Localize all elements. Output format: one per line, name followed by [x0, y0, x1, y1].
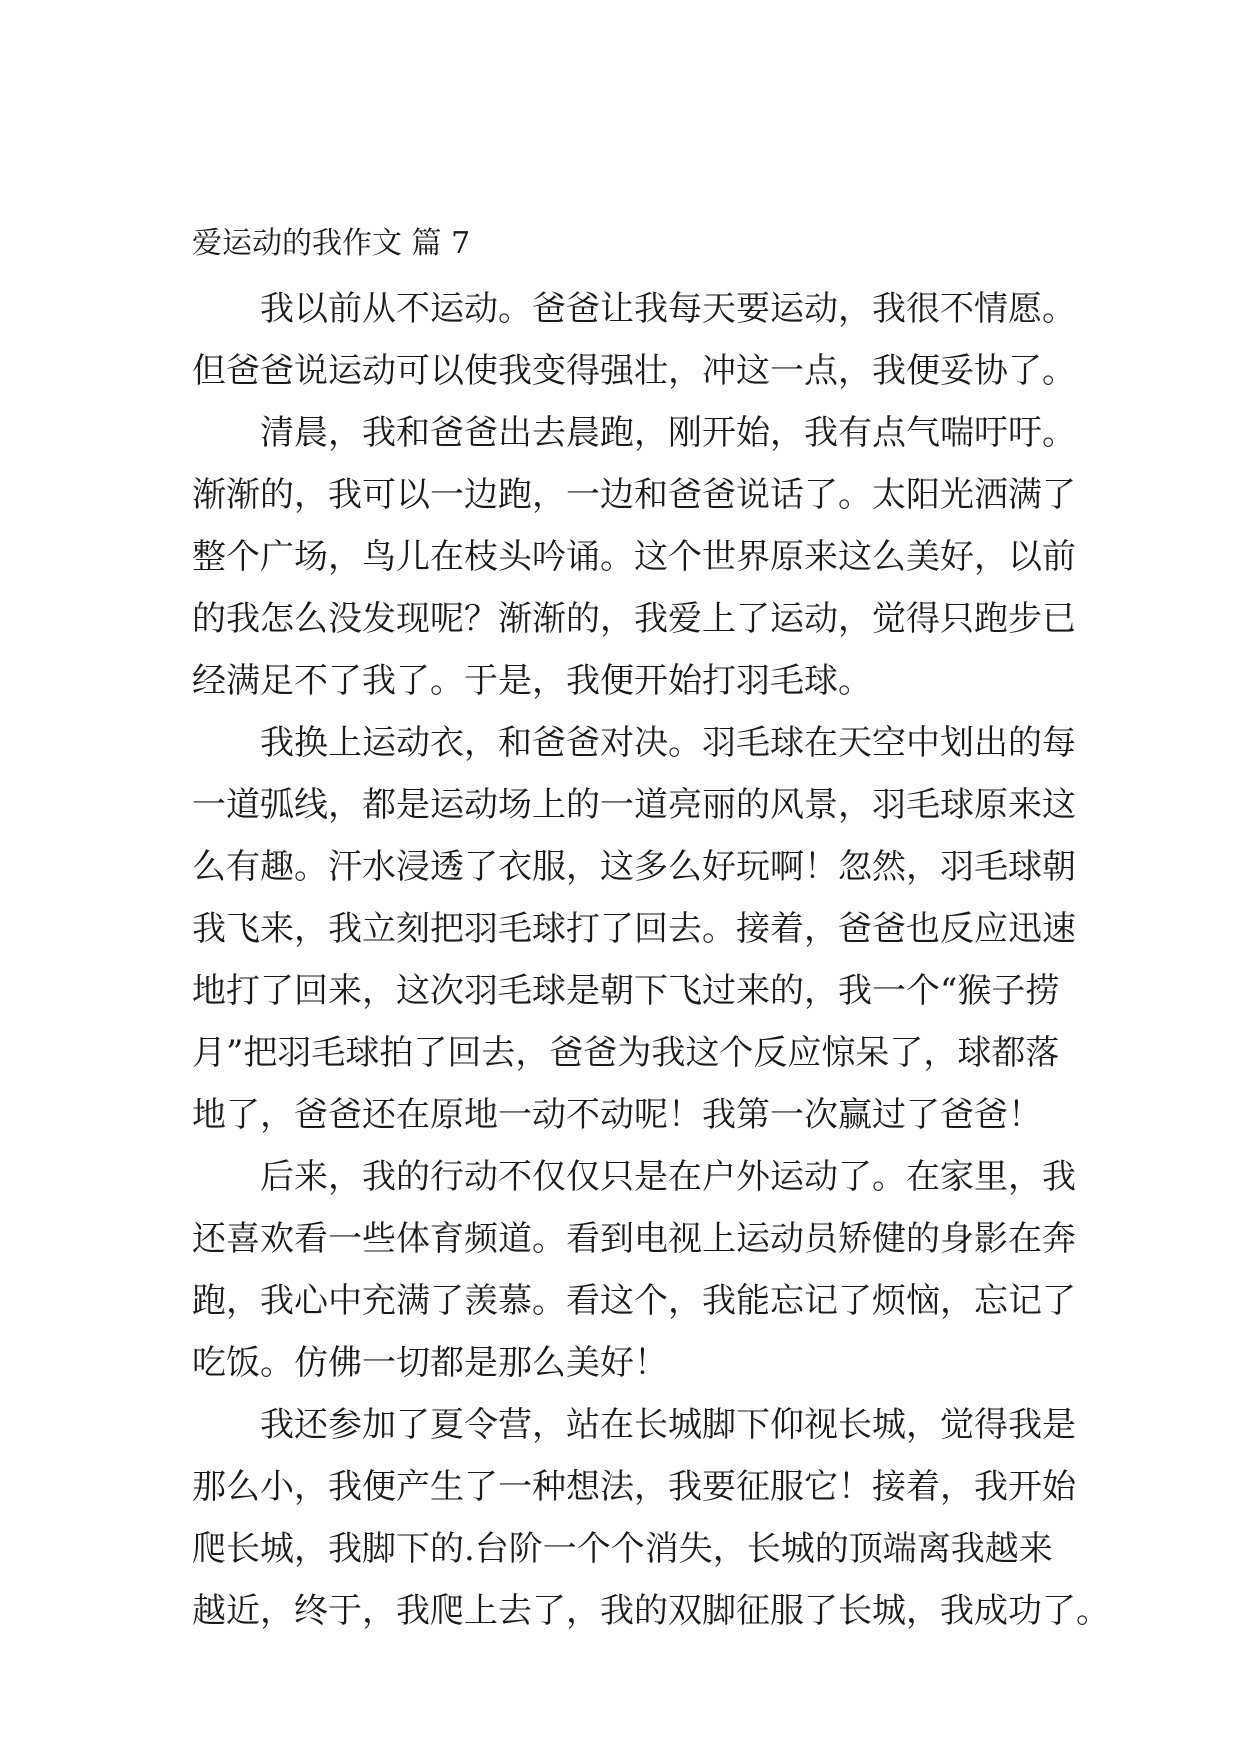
- paragraph-line: 我还参加了夏令营，站在长城脚下仰视长城，觉得我是: [260, 1405, 1076, 1445]
- paragraph-line: 那么小，我便产生了一种想法，我要征服它！接着，我开始: [192, 1467, 1076, 1507]
- paragraph-line: 吃饭。仿佛一切都是那么美好！: [192, 1343, 668, 1383]
- paragraph-line: 么有趣。汗水浸透了衣服，这多么好玩啊！忽然，羽毛球朝: [192, 847, 1076, 887]
- paragraph-line: 爬长城，我脚下的.台阶一个个消失，长城的顶端离我越来: [192, 1529, 1053, 1569]
- paragraph-line: 月”把羽毛球拍了回去，爸爸为我这个反应惊呆了，球都落: [192, 1033, 1060, 1073]
- paragraph-line: 清晨，我和爸爸出去晨跑，刚开始，我有点气喘吁吁。: [260, 413, 1076, 453]
- document-page: [192, 222, 1110, 1642]
- paragraph-line: 经满足不了我了。于是，我便开始打羽毛球。: [192, 661, 872, 701]
- paragraph-line: 地了，爸爸还在原地一动不动呢！我第一次赢过了爸爸！: [192, 1095, 1042, 1135]
- paragraph-line: 我飞来，我立刻把羽毛球打了回去。接着，爸爸也反应迅速: [192, 909, 1076, 949]
- paragraph-line: 地打了回来，这次羽毛球是朝下飞过来的，我一个“猴子捞: [192, 971, 1060, 1011]
- paragraph-line: 跑，我心中充满了羡慕。看这个，我能忘记了烦恼，忘记了: [192, 1281, 1076, 1321]
- paragraph-line: 的我怎么没发现呢？渐渐的，我爱上了运动，觉得只跑步已: [192, 599, 1076, 639]
- paragraph-line: 但爸爸说运动可以使我变得强壮，冲这一点，我便妥协了。: [192, 351, 1076, 391]
- document-title: 爱运动的我作文 篇 7: [192, 226, 471, 261]
- paragraph-line: 整个广场，鸟儿在枝头吟诵。这个世界原来这么美好，以前: [192, 537, 1076, 577]
- paragraph-line: 渐渐的，我可以一边跑，一边和爸爸说话了。太阳光洒满了: [192, 475, 1076, 515]
- paragraph-line: 越近，终于，我爬上去了，我的双脚征服了长城，我成功了。: [192, 1591, 1110, 1631]
- paragraph-line: 后来，我的行动不仅仅只是在户外运动了。在家里，我: [260, 1157, 1076, 1197]
- paragraph-line: 我换上运动衣，和爸爸对决。羽毛球在天空中划出的每: [260, 723, 1076, 763]
- paragraph-line: 我以前从不运动。爸爸让我每天要运动，我很不情愿。: [260, 289, 1076, 329]
- paragraph-line: 一道弧线，都是运动场上的一道亮丽的风景，羽毛球原来这: [192, 785, 1076, 825]
- paragraph-line: 还喜欢看一些体育频道。看到电视上运动员矫健的身影在奔: [192, 1219, 1076, 1259]
